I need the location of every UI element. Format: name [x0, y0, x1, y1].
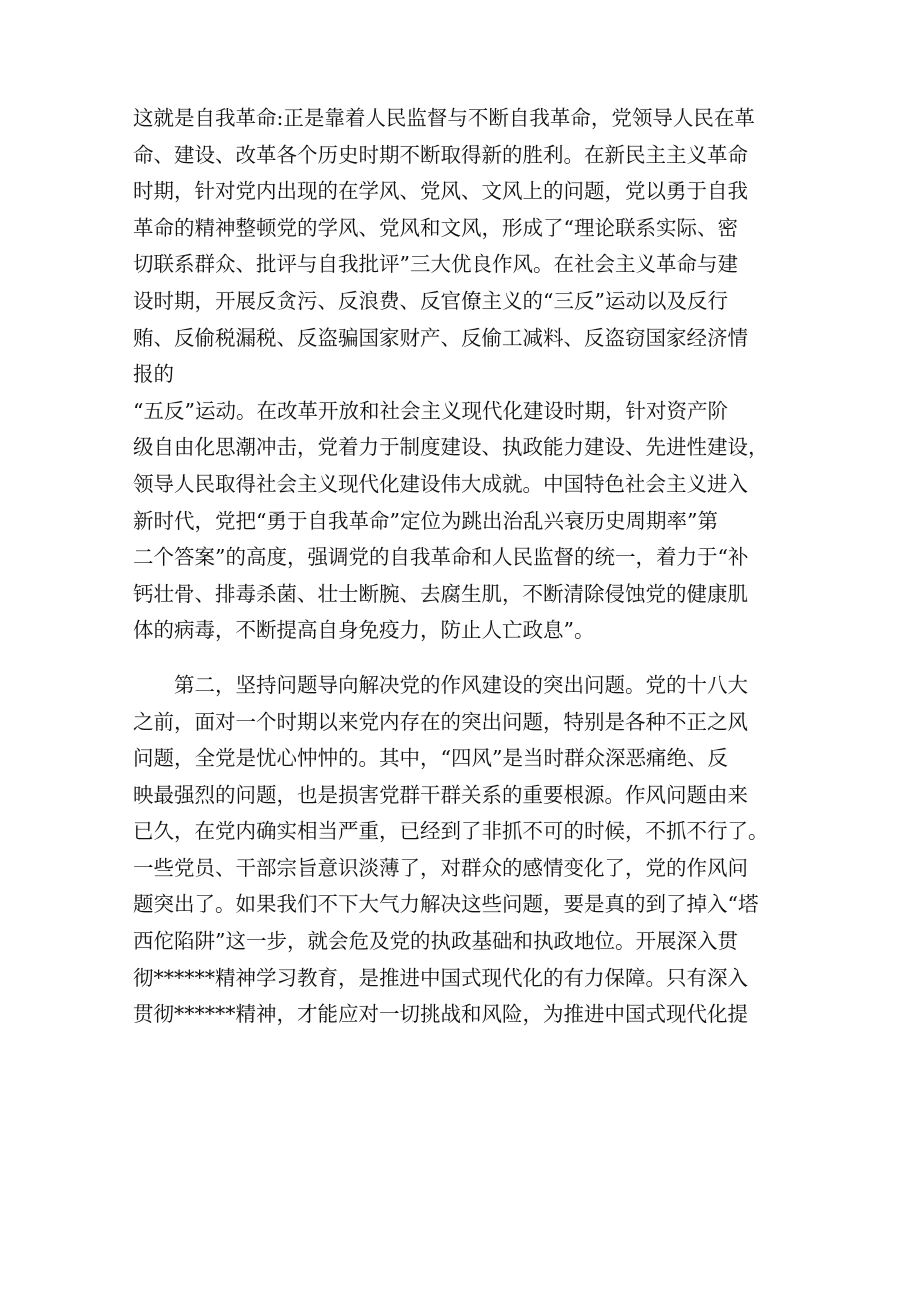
- text-line: 报的: [133, 362, 174, 387]
- document-body: [133, 100, 801, 1033]
- text-line: 二个答案”的高度，强调党的自我革命和人民监督的统一，着力于“补: [133, 545, 749, 570]
- text-line: 设时期，开展反贪污、反浪费、反官僚主义的“三反”运动以及反行: [133, 288, 728, 313]
- text-line: 命、建设、改革各个历史时期不断取得新的胜利。在新民主主义革命: [133, 142, 748, 167]
- text-line: 级自由化思潮冲击，党着力于制度建设、执政能力建设、先进性建设，: [133, 435, 769, 460]
- text-line: 新时代，党把“勇于自我革命”定位为跳出治乱兴衰历史周期率”第: [133, 508, 718, 533]
- paragraph-2: [133, 667, 801, 1033]
- text-line: 贯彻******精神，才能应对一切挑战和风险，为推进中国式现代化提: [133, 1002, 748, 1027]
- text-line: 领导人民取得社会主义现代化建设伟大成就。中国特色社会主义进入: [133, 471, 748, 496]
- text-line: 问题，全党是忧心忡忡的。其中，“四风”是当时群众深恶痛绝、反: [133, 746, 728, 771]
- text-line: 映最强烈的问题，也是损害党群干群关系的重要根源。作风问题由来: [133, 782, 748, 807]
- text-line: 贿、反偷税漏税、反盗骗国家财产、反偷工减料、反盗窃国家经济情: [133, 325, 748, 350]
- text-line: 第二，坚持问题导向解决党的作风建设的突出问题。党的十八大: [133, 672, 748, 697]
- text-line: 之前，面对一个时期以来党内存在的突出问题，特别是各种不正之风: [133, 709, 748, 734]
- text-line: “五反”运动。在改革开放和社会主义现代化建设时期，针对资产阶: [133, 398, 728, 423]
- text-line: 题突出了。如果我们不下大气力解决这些问题，要是真的到了掉入“塔: [133, 892, 759, 917]
- text-line: 一些党员、干部宗旨意识淡薄了，对群众的感情变化了，党的作风问: [133, 855, 748, 880]
- text-line: 这就是自我革命:正是靠着人民监督与不断自我革命，党领导人民在革: [133, 106, 755, 130]
- text-line: 已久，在党内确实相当严重，已经到了非抓不可的时候，不抓不行了。: [133, 819, 769, 844]
- paragraph-spacer: [133, 649, 801, 667]
- text-line: 切联系群众、批评与自我批评”三大优良作风。在社会主义革命与建: [133, 252, 738, 277]
- text-line: 革命的精神整顿党的学风、党风和文风，形成了“理论联系实际、密: [133, 215, 738, 240]
- text-line: 钙壮骨、排毒杀菌、壮士断腕、去腐生肌，不断清除侵蚀党的健康肌: [133, 581, 748, 606]
- paragraph-1: [133, 100, 801, 649]
- text-line: 体的病毒，不断提高自身免疫力，防止人亡政息”。: [133, 618, 595, 643]
- text-line: 彻******精神学习教育，是推进中国式现代化的有力保障。只有深入: [133, 965, 748, 990]
- text-line: 西佗陷阱”这一步，就会危及党的执政基础和执政地位。开展深入贯: [133, 929, 738, 954]
- text-line: 时期，针对党内出现的在学风、党风、文风上的问题，党以勇于自我: [133, 179, 748, 204]
